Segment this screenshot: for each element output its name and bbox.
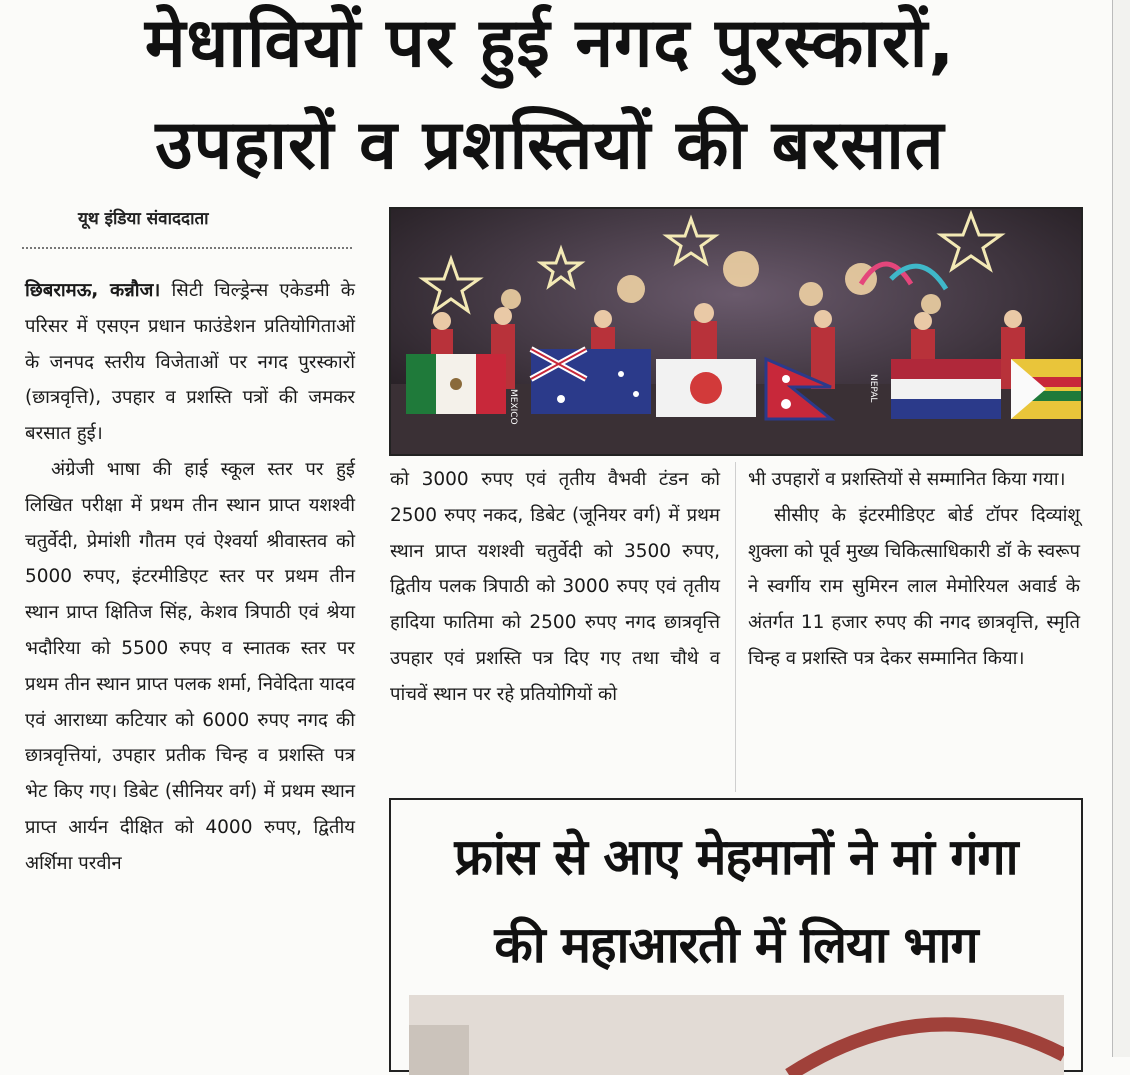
byline: यूथ इंडिया संवाददाता xyxy=(78,209,209,229)
headline-line-1: मेधावियों पर हुई नगद पुरस्कारों, xyxy=(144,4,956,83)
byline-divider xyxy=(22,247,352,249)
flag-label-mexico: MEXICO xyxy=(508,389,518,425)
column-2-paragraph: को 3000 रुपए एवं तृतीय वैभवी टंडन को 2500 रुपए नकद, डिबेट (जूनियर वर्ग) में प्रथम स्थान प्राप्त यशश्वी चतुर्वेदी को 3500 रुपए, द्वितीय पलक त्रिपाठी को 3000 रुपए एवं तृतीय हादिया फातिमा को 2500 रुपए नगद छात्रवृत्ति उपहार एवं प्रशस्ति पत्र दिए गए तथा चौथे व पांचवें स्थान पर रहे प्रतियोगियों को xyxy=(390,469,720,705)
flag-netherlands xyxy=(891,359,1001,419)
article-column-3 xyxy=(748,462,1080,677)
column-3-paragraph-1: भी उपहारों व प्रशस्तियों से सम्मानित किया गया। xyxy=(748,469,1066,490)
second-story-photo-illustration xyxy=(409,995,1064,1075)
second-story-box xyxy=(389,798,1083,1072)
flag-australia xyxy=(531,349,651,414)
second-story-headline-line-1: फ्रांस से आए मेहमानों ने मां गंगा xyxy=(454,828,1018,886)
flag-label-nepal: NEPAL xyxy=(868,374,878,403)
event-photo-illustration xyxy=(391,209,1081,454)
second-story-photo xyxy=(409,995,1064,1075)
dateline: छिबरामऊ, कन्नौज। xyxy=(25,280,161,301)
column-separator xyxy=(735,462,736,792)
column-1-paragraph-1: सिटी चिल्ड्रेन्स एकेडमी के परिसर में एसएन प्रधान फाउंडेशन प्रतियोगिताओं के जनपद स्तरीय विजेताओं पर नगद पुरस्कारों (छात्रवृत्ति), उपहार व प्रशस्ति पत्रों की जमकर बरसात हुई। xyxy=(25,280,356,445)
adjacent-page-edge xyxy=(1112,0,1130,1057)
article-column-2 xyxy=(390,462,720,713)
flag-japan xyxy=(656,359,756,417)
article-column-1 xyxy=(25,273,355,882)
headline-line-2: उपहारों व प्रशस्तियों की बरसात xyxy=(155,106,945,185)
flag-mexico xyxy=(406,354,506,414)
column-3-paragraph-2: सीसीए के इंटरमीडिएट बोर्ड टॉपर दिव्यांशू शुक्ला को पूर्व मुख्य चिकित्साधिकारी डॉ के स्वरूप ने स्वर्गीय राम सुमिरन लाल मेमोरियल अवार्ड के अंतर्गत 11 हजार रुपए की नगद छात्रवृत्ति, स्मृति चिन्ह व प्रशस्ति पत्र देकर सम्मानित किया। xyxy=(748,504,1080,669)
event-photo xyxy=(389,207,1083,456)
flag-zimbabwe xyxy=(1011,359,1081,419)
column-1-paragraph-2: अंग्रेजी भाषा की हाई स्कूल स्तर पर हुई लिखित परीक्षा में प्रथम तीन स्थान प्राप्त यशश्वी चतुर्वेदी, प्रेमांशी गौतम एवं ऐश्वर्या श्रीवास्तव को 5000 रुपए, इंटरमीडिएट स्तर पर प्रथम तीन स्थान प्राप्त क्षितिज सिंह, केशव त्रिपाठी एवं श्रेया भदौरिया को 5500 रुपए व स्नातक स्तर पर प्रथम तीन स्थान प्राप्त पलक शर्मा, निवेदिता यादव एवं आराध्या कटियार को 6000 रुपए नगद की छात्रवृत्तियां, उपहार प्रतीक चिन्ह व प्रशस्ति पत्र भेट किए गए। डिबेट (सीनियर वर्ग) में प्रथम स्थान प्राप्त आर्यन दीक्षित को 4000 रुपए, द्वितीय अर्शिमा परवीन xyxy=(25,458,355,874)
second-story-headline-line-2: की महाआरती में लिया भाग xyxy=(494,916,978,974)
